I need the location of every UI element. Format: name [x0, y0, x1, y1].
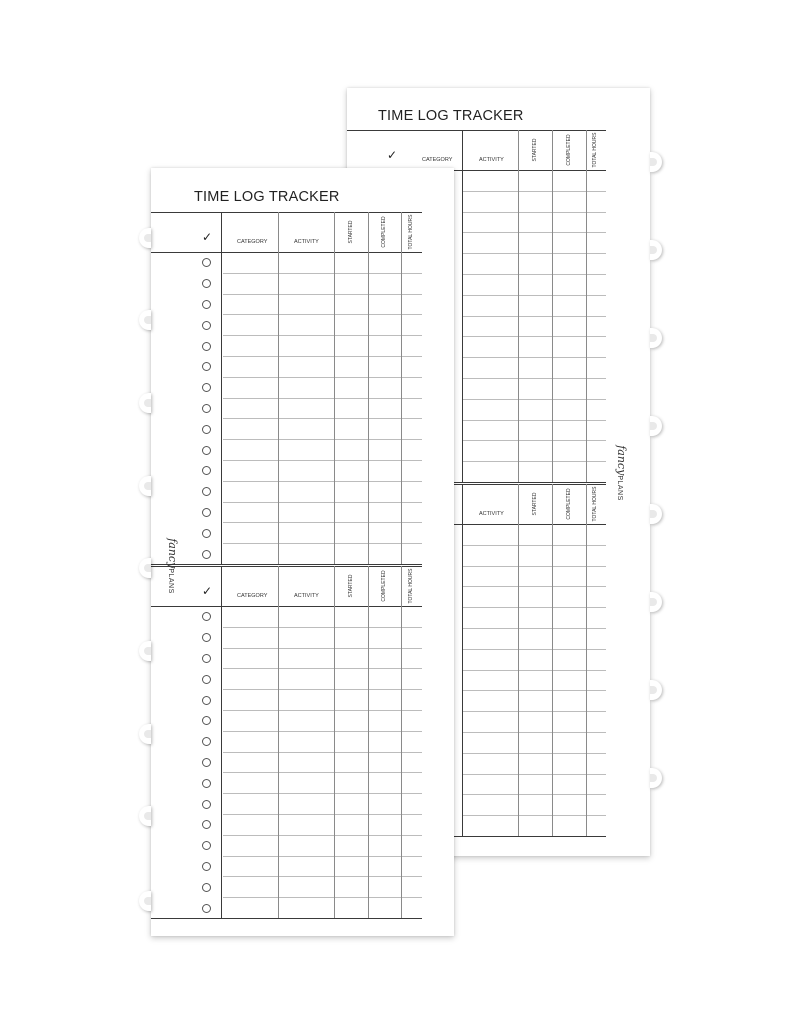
row-divider [462, 566, 606, 567]
column-header-completed: COMPLETED [381, 570, 387, 602]
row-divider [223, 752, 422, 753]
table-bottom-rule [151, 918, 422, 919]
header-rule [151, 606, 422, 607]
column-header-total-hours: TOTAL HOURS [592, 486, 598, 522]
row-divider [462, 232, 606, 233]
front-page [151, 168, 454, 936]
disc-tab [139, 641, 151, 661]
brand-logo: fancyPLANS [166, 538, 179, 594]
column-divider [221, 212, 222, 564]
checkbox-circle [202, 321, 211, 330]
disc-tab [650, 152, 662, 172]
checkbox-circle [202, 258, 211, 267]
row-divider [462, 378, 606, 379]
column-divider [278, 566, 279, 918]
column-divider [586, 484, 587, 836]
row-divider [223, 294, 422, 295]
table-bottom-rule [151, 564, 422, 565]
column-divider [552, 484, 553, 836]
column-header-total-hours: TOTAL HOURS [408, 214, 414, 250]
row-divider [462, 774, 606, 775]
checkbox-circle [202, 362, 211, 371]
row-divider [223, 314, 422, 315]
row-divider [223, 398, 422, 399]
row-divider [223, 356, 422, 357]
column-divider [586, 130, 587, 482]
row-divider [462, 711, 606, 712]
row-divider [223, 439, 422, 440]
row-divider [223, 793, 422, 794]
row-divider [462, 420, 606, 421]
checkbox-circle [202, 758, 211, 767]
page-title: TIME LOG TRACKER [378, 108, 524, 124]
disc-tab [650, 328, 662, 348]
checkbox-circle [202, 550, 211, 559]
column-header-completed: COMPLETED [566, 488, 572, 520]
disc-tab [650, 680, 662, 700]
column-header-total-hours: TOTAL HOURS [592, 132, 598, 168]
checkbox-circle [202, 675, 211, 684]
row-divider [223, 710, 422, 711]
column-header-started: STARTED [348, 574, 354, 598]
row-divider [223, 460, 422, 461]
row-divider [223, 502, 422, 503]
column-header-completed: COMPLETED [566, 134, 572, 166]
brand-logo: fancyPLANS [615, 445, 628, 501]
row-divider [462, 212, 606, 213]
checkbox-circle [202, 779, 211, 788]
disc-tab [650, 416, 662, 436]
row-divider [223, 731, 422, 732]
row-divider [462, 607, 606, 608]
row-divider [462, 753, 606, 754]
column-header-category: CATEGORY [237, 239, 268, 245]
column-divider [368, 566, 369, 918]
row-divider [462, 461, 606, 462]
checkbox-circle [202, 841, 211, 850]
checkbox-circle [202, 716, 211, 725]
checkbox-circle [202, 425, 211, 434]
row-divider [223, 897, 422, 898]
column-divider [334, 212, 335, 564]
checkbox-circle [202, 737, 211, 746]
table-top-rule [347, 130, 606, 131]
row-divider [223, 689, 422, 690]
disc-tab [650, 504, 662, 524]
row-divider [223, 856, 422, 857]
checkbox-circle [202, 279, 211, 288]
column-divider [334, 566, 335, 918]
log-table-top [151, 212, 422, 566]
row-divider [462, 628, 606, 629]
row-divider [223, 522, 422, 523]
row-divider [462, 316, 606, 317]
column-header-activity: ACTIVITY [294, 593, 319, 599]
row-divider [223, 835, 422, 836]
row-divider [462, 815, 606, 816]
checkbox-circle [202, 633, 211, 642]
row-divider [462, 732, 606, 733]
page-title: TIME LOG TRACKER [194, 189, 340, 205]
row-divider [462, 253, 606, 254]
row-divider [462, 191, 606, 192]
row-divider [462, 545, 606, 546]
disc-tab [139, 393, 151, 413]
row-divider [462, 336, 606, 337]
table-top-rule [151, 566, 422, 567]
checkbox-circle [202, 904, 211, 913]
row-divider [223, 377, 422, 378]
column-divider [368, 212, 369, 564]
row-divider [223, 335, 422, 336]
checkbox-circle [202, 508, 211, 517]
checkbox-circle [202, 654, 211, 663]
row-divider [223, 273, 422, 274]
column-header-total-hours: TOTAL HOURS [408, 568, 414, 604]
row-divider [223, 876, 422, 877]
column-header-activity: ACTIVITY [294, 239, 319, 245]
checkbox-circle [202, 820, 211, 829]
disc-tab [139, 228, 151, 248]
row-divider [223, 627, 422, 628]
check-icon: ✓ [387, 148, 398, 162]
column-header-category: CATEGORY [422, 157, 453, 163]
checkbox-circle [202, 529, 211, 538]
disc-tab [650, 240, 662, 260]
checkbox-circle [202, 862, 211, 871]
checkbox-circle [202, 466, 211, 475]
row-divider [462, 690, 606, 691]
column-divider [518, 484, 519, 836]
disc-tab [650, 768, 662, 788]
checkbox-circle [202, 300, 211, 309]
disc-tab [139, 476, 151, 496]
row-divider [462, 274, 606, 275]
checkbox-circle [202, 342, 211, 351]
row-divider [462, 649, 606, 650]
row-divider [223, 543, 422, 544]
column-divider [462, 130, 463, 482]
checkbox-circle [202, 800, 211, 809]
row-divider [223, 668, 422, 669]
column-divider [552, 130, 553, 482]
checkbox-circle [202, 696, 211, 705]
disc-tab [139, 558, 151, 578]
column-divider [462, 484, 463, 836]
row-divider [462, 794, 606, 795]
checkbox-circle [202, 883, 211, 892]
row-divider [462, 670, 606, 671]
header-rule [151, 252, 422, 253]
checkbox-circle [202, 383, 211, 392]
checkbox-circle [202, 446, 211, 455]
disc-tab [139, 724, 151, 744]
column-divider [278, 212, 279, 564]
disc-tab [139, 891, 151, 911]
column-header-started: STARTED [348, 220, 354, 244]
row-divider [223, 814, 422, 815]
column-divider [401, 212, 402, 564]
checkbox-circle [202, 404, 211, 413]
disc-tab [139, 806, 151, 826]
column-header-completed: COMPLETED [381, 216, 387, 248]
column-header-category: CATEGORY [237, 593, 268, 599]
log-table-bottom [151, 566, 422, 928]
row-divider [223, 418, 422, 419]
column-header-activity: ACTIVITY [479, 157, 504, 163]
column-divider [518, 130, 519, 482]
checkbox-circle [202, 487, 211, 496]
row-divider [462, 440, 606, 441]
row-divider [462, 399, 606, 400]
disc-tab [139, 310, 151, 330]
column-header-activity: ACTIVITY [479, 511, 504, 517]
row-divider [223, 481, 422, 482]
column-header-started: STARTED [532, 138, 538, 162]
row-divider [223, 772, 422, 773]
check-icon: ✓ [202, 584, 213, 598]
column-divider [401, 566, 402, 918]
row-divider [462, 357, 606, 358]
checkbox-circle [202, 612, 211, 621]
row-divider [462, 295, 606, 296]
row-divider [223, 648, 422, 649]
check-icon: ✓ [202, 230, 213, 244]
row-divider [462, 586, 606, 587]
column-divider [221, 566, 222, 918]
disc-tab [650, 592, 662, 612]
table-top-rule [151, 212, 422, 213]
column-header-started: STARTED [532, 492, 538, 516]
